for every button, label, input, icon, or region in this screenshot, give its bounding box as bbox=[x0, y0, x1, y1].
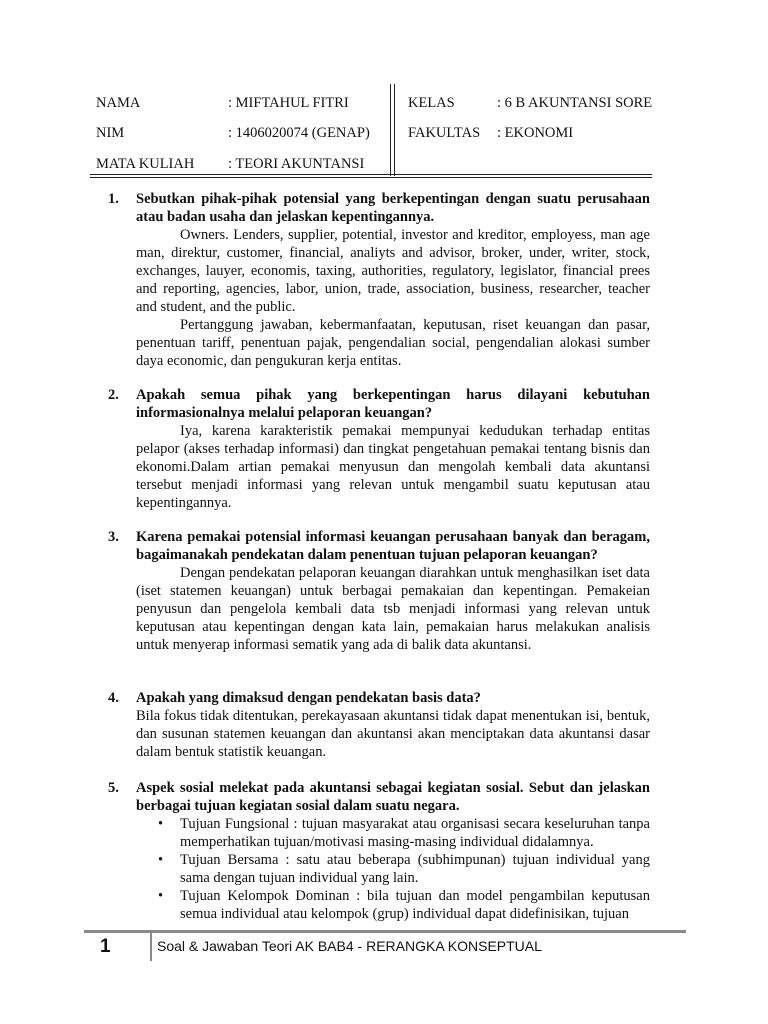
identity-header bbox=[96, 86, 652, 176]
header-rule-bottom bbox=[90, 177, 652, 178]
bullet-item bbox=[136, 815, 650, 851]
bullet-item bbox=[136, 851, 650, 887]
question-3 bbox=[108, 528, 650, 654]
question-title: Apakah yang dimaksud dengan pendekatan basis data? bbox=[136, 690, 481, 706]
question-number: 2. bbox=[108, 387, 119, 403]
mata-kuliah-label: MATA KULIAH bbox=[96, 156, 195, 172]
answer-paragraph: Pertanggung jawaban, kebermanfaatan, keputusan, riset keuangan dan pasar, penentuan tariff, penentuan pajak, pengendalian social, pengendalian alokasi sumber daya economic, dan pengukuran kerja entitas. bbox=[136, 317, 650, 369]
question-number: 3. bbox=[108, 529, 119, 545]
footer-rule bbox=[84, 930, 686, 933]
bullet-text: Tujuan Bersama : satu atau beberapa (subhimpunan) tujuan individual yang sama dengan tujuan individual yang lain. bbox=[180, 852, 650, 886]
footer-separator bbox=[150, 933, 152, 961]
answer-paragraph: Bila fokus tidak ditentukan, perekayasaan akuntansi tidak dapat menentukan isi, bentuk, dan susunan statemen keuangan dan akuntansi akan menciptakan data akuntansi dasar dalam bentuk statistik keuangan. bbox=[136, 708, 650, 760]
question-title: Karena pemakai potensial informasi keuangan perusahaan banyak dan beragam, bagaimanakah pendekatan dalam penentuan tujuan pelaporan keuangan? bbox=[136, 529, 650, 563]
answer-paragraph: Dengan pendekatan pelaporan keuangan diarahkan untuk menghasilkan iset data (iset statemen keuangan) untuk berbagai pemakaian dan kepentingan. Pemakeian penyusun dan pengelola kembali data tsb menjadi informasi yang relevan untuk keputusan atau kepentingan dengan kata lain, pemakaian harus melakukan analisis untuk menyerap informasi sematik yang ada di balik data akuntansi. bbox=[136, 565, 650, 653]
header-divider-left bbox=[390, 84, 391, 176]
question-title: Aspek sosial melekat pada akuntansi sebagai kegiatan sosial. Sebut dan jelaskan berbagai tujuan kegiatan sosial dalam suatu negara. bbox=[136, 780, 650, 814]
header-rule-top bbox=[90, 174, 652, 175]
bullet-item bbox=[136, 887, 650, 923]
kelas-value: : 6 B AKUNTANSI SORE bbox=[497, 95, 653, 111]
answer-paragraph: Iya, karena karakteristik pemakai mempunyai kedudukan terhadap entitas pelapor (akses terhadap informasi) dan tingkat pengetahuan pemakai tentang bisnis dan ekonomi.Dalam artian pemakai menyusun dan mengolah kembali data akuntansi tersebut menjadi informasi yang relevan untuk mengambil suatu keputusan atau kepentingannya. bbox=[136, 423, 650, 511]
kelas-label: KELAS bbox=[408, 95, 455, 111]
answer-paragraph: Owners. Lenders, supplier, potential, investor and kreditor, employess, man age man, direktur, customer, financial, analiyts and advisor, broker, under, writer, stock, exchanges, lauyer, economis, taxing, authorities, regulatory, legislator, financial prees and reporting, agencies, labor, union, trade, association, business, researcher, teacher and student, and the public. bbox=[136, 227, 650, 315]
fakultas-value: : EKONOMI bbox=[497, 125, 574, 141]
question-1 bbox=[108, 190, 650, 370]
answer-bullet-list bbox=[136, 815, 650, 923]
question-5 bbox=[108, 779, 650, 923]
nim-value: : 1406020074 (GENAP) bbox=[228, 125, 370, 141]
question-title: Sebutkan pihak-pihak potensial yang berkepentingan dengan suatu perusahaan atau badan usaha dan jelaskan kepentingannya. bbox=[136, 191, 650, 225]
question-title: Apakah semua pihak yang berkepentingan harus dilayani kebutuhan informasionalnya melalui pelaporan keuangan? bbox=[136, 387, 650, 421]
question-number: 4. bbox=[108, 690, 119, 706]
nim-label: NIM bbox=[96, 125, 125, 141]
bullet-icon: • bbox=[158, 852, 164, 868]
nama-label: NAMA bbox=[96, 95, 141, 111]
nama-value: : MIFTAHUL FITRI bbox=[228, 95, 349, 111]
page-number: 1 bbox=[100, 936, 111, 957]
bullet-icon: • bbox=[158, 888, 164, 904]
bullet-text: Tujuan Fungsional : tujuan masyarakat atau organisasi secara keseluruhan tanpa memperhatikan tujuan/motivasi masing-masing individual didalamnya. bbox=[180, 816, 650, 850]
mata-kuliah-value: : TEORI AKUNTANSI bbox=[228, 156, 365, 172]
bullet-icon: • bbox=[158, 816, 164, 832]
question-number: 1. bbox=[108, 191, 119, 207]
fakultas-label: FAKULTAS bbox=[408, 125, 481, 141]
question-4 bbox=[108, 689, 650, 761]
question-2 bbox=[108, 386, 650, 512]
bullet-text: Tujuan Kelompok Dominan : bila tujuan dan model pengambilan keputusan semua individual atau kelompok (grup) individual dapat didefinisikan, tujuan bbox=[180, 888, 650, 922]
question-number: 5. bbox=[108, 780, 119, 796]
footer-title: Soal & Jawaban Teori AK BAB4 - RERANGKA KONSEPTUAL bbox=[157, 938, 542, 954]
header-divider-right bbox=[394, 84, 395, 176]
